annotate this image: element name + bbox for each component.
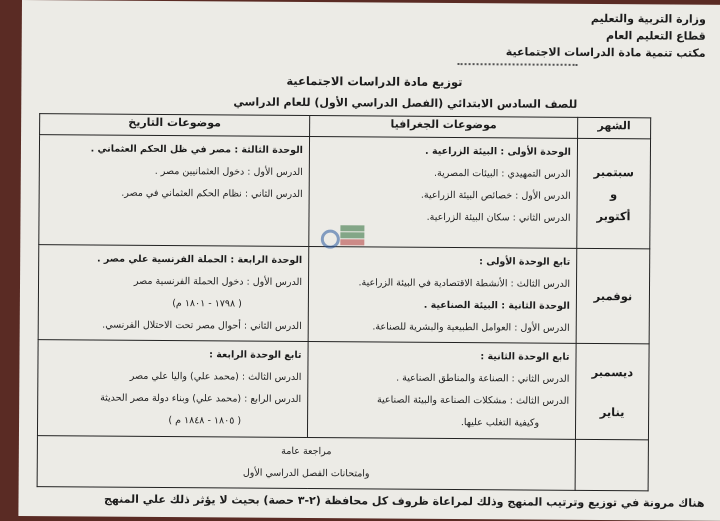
letterhead — [506, 9, 706, 61]
lesson-title: وكيفية التغلب عليها. — [460, 417, 540, 429]
month-header: الشهر — [578, 117, 651, 139]
lesson-title: الدرس الأول : دخول العثمانيين مصر . — [154, 165, 303, 178]
lesson-title: الدرس الثالث : الأنشطة الاقتصادية في البيئة الزراعية. — [358, 277, 571, 290]
lesson-title: الدرس الثاني : نظام الحكم العثماني في مصر. — [121, 187, 303, 200]
lesson-title: الدرس الرابع : (محمد علي) وبناء دولة مصر الحديثة — [100, 392, 302, 405]
history-cell — [39, 135, 310, 247]
month-cell — [575, 439, 648, 491]
document-page — [18, 0, 720, 521]
unit-title: تابع الوحدة الرابعة : — [209, 349, 302, 361]
dotted-divider — [458, 63, 578, 66]
lesson-title: الدرس الأول : العوامل الطبيعية والبشرية للصناعة. — [372, 321, 570, 334]
lesson-title: الدرس الثالث : (محمد علي) واليا علي مصر — [129, 370, 302, 383]
review-label: وامتحانات الفصل الدراسي الأول — [242, 467, 370, 480]
history-cell — [37, 340, 308, 438]
document-title: توزيع مادة الدراسات الاجتماعية — [286, 73, 463, 90]
lesson-title: الدرس التمهيدي : البيئات المصرية. — [433, 167, 571, 180]
document-subtitle: للصف السادس الابتدائي (الفصل الدراسي الأول) للعام الدراسي — [233, 95, 578, 111]
month-label: نوفمبر — [593, 288, 633, 304]
office-name: مكتب تنمية مادة الدراسات الاجتماعية — [505, 45, 706, 60]
ministry-name: وزارة التربية والتعليم — [590, 11, 706, 26]
lesson-title: الدرس الثاني : الصناعة والمناطق الصناعية . — [396, 372, 570, 385]
month-cell — [576, 248, 650, 344]
table-row — [37, 340, 649, 440]
lesson-title: الدرس الأول : خصائص البيئة الزراعية. — [420, 189, 571, 202]
lesson-title: الدرس الثاني : أحوال مصر تحت الاحتلال الفرنسي. — [102, 319, 302, 332]
lesson-title: الدرس الثاني : سكان البيئة الزراعية. — [426, 211, 571, 224]
geography-cell — [307, 342, 576, 440]
lesson-title: الدرس الثالث : مشكلات الصناعة والبيئة الصناعية — [376, 394, 570, 407]
curriculum-table — [37, 113, 652, 491]
month-label: ديسمبر — [591, 364, 634, 379]
lesson-dates: ( ١٧٩٨ - ١٨٠١ م) — [172, 298, 242, 310]
geography-header: موضوعات الجغرافيا — [310, 116, 578, 139]
month-label: سبتمبر — [593, 164, 634, 179]
unit-title: تابع الوحدة الأولى : — [479, 256, 571, 268]
unit-title: الوحدة الأولى : البيئة الزراعية . — [425, 145, 571, 158]
history-cell — [38, 245, 309, 342]
review-cell — [37, 436, 575, 491]
month-cell — [575, 343, 649, 440]
unit-title: الوحدة الثانية : البيئة الصناعية . — [423, 299, 570, 312]
review-row — [37, 436, 648, 491]
unit-title: تابع الوحدة الثانية : — [480, 351, 570, 363]
month-cell — [577, 138, 651, 249]
lesson-dates: ( ١٨٠٥ - ١٨٤٨ م ) — [168, 415, 242, 427]
review-label: مراجعة عامة — [281, 445, 332, 458]
month-label: يناير — [599, 404, 625, 419]
month-label: أكتوبر — [596, 208, 631, 223]
geography-cell — [308, 247, 577, 344]
watermark-logo-icon — [320, 217, 376, 257]
unit-title: الوحدة الرابعة : الحملة الفرنسية علي مصر . — [96, 253, 303, 266]
month-label: و — [610, 186, 618, 201]
footer-note: هناك مرونة في توزيع وترتيب المنهج وذلك لمراعاة ظروف كل محافظة (٢-٣ حصة) بحيث لا يؤثر ذلك علي المنهج — [103, 492, 705, 510]
lesson-title: الدرس الأول : دخول الحملة الفرنسية مصر — [133, 275, 303, 288]
sector-name: قطاع التعليم العام — [605, 29, 706, 43]
history-header: موضوعات التاريخ — [40, 114, 310, 137]
table-row — [38, 245, 650, 344]
unit-title: الوحدة الثالثة : مصر في ظل الحكم العثماني . — [90, 143, 303, 156]
